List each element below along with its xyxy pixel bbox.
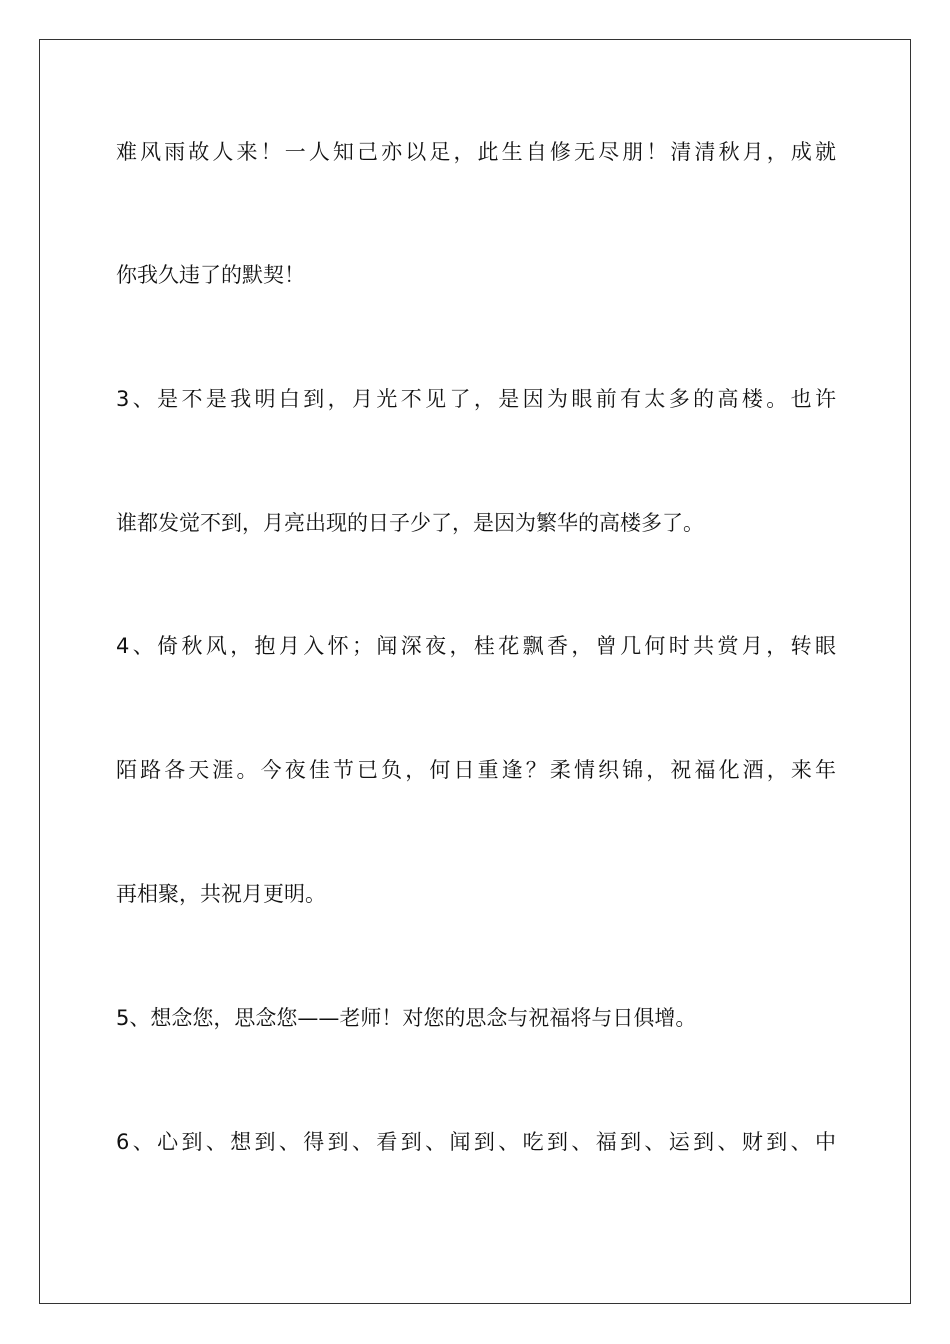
text-line: 你我久违了的默契！ bbox=[116, 263, 305, 287]
text-line: 6、心到、想到、得到、看到、闻到、吃到、福到、运到、财到、中 bbox=[116, 1130, 836, 1154]
text-line: 4、倚秋风，抱月入怀；闻深夜，桂花飘香，曾几何时共赏月，转眼 bbox=[116, 634, 836, 658]
page-frame bbox=[39, 39, 911, 1304]
text-line: 陌路各天涯。今夜佳节已负，何日重逢？柔情织锦，祝福化酒，来年 bbox=[116, 758, 836, 782]
text-line: 再相聚，共祝月更明。 bbox=[116, 882, 326, 906]
text-line: 5、想念您，思念您——老师！对您的思念与祝福将与日俱增。 bbox=[116, 1006, 697, 1030]
text-line: 谁都发觉不到，月亮出现的日子少了，是因为繁华的高楼多了。 bbox=[116, 511, 704, 535]
text-line: 难风雨故人来！一人知己亦以足，此生自修无尽朋！清清秋月，成就 bbox=[116, 140, 836, 164]
text-line: 3、是不是我明白到，月光不见了，是因为眼前有太多的高楼。也许 bbox=[116, 387, 836, 411]
